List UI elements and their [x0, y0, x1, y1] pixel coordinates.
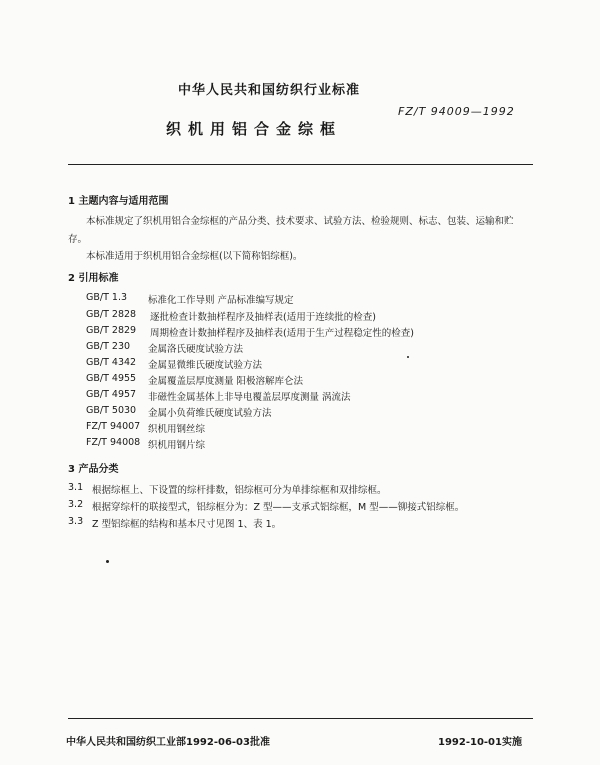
reference-code: GB/T 2828: [86, 309, 137, 320]
scan-speck: [106, 560, 109, 563]
reference-code: FZ/T 94008: [86, 437, 141, 448]
reference-code: GB/T 4957: [86, 389, 137, 400]
section-2-heading: 2 引用标准: [68, 273, 119, 284]
approval-date: 中华人民共和国纺织工业部1992-06-03批准: [66, 737, 270, 748]
reference-title: 周期检查计数抽样程序及抽样表(适用于生产过程稳定性的检查): [150, 328, 414, 339]
section-1-paragraph-1-line-2: 存。: [68, 234, 88, 245]
header-divider: [68, 164, 533, 165]
clause-number: 3.2: [68, 499, 84, 510]
section-1-paragraph-2: 本标准适用于织机用铝合金综框(以下简称铝综框)。: [86, 251, 303, 262]
reference-code: GB/T 230: [86, 341, 131, 352]
reference-title: 织机用钢丝综: [148, 424, 206, 435]
standard-title: 织机用铝合金综框: [166, 120, 343, 138]
reference-title: 织机用钢片综: [148, 440, 206, 451]
clause-number: 3.1: [68, 482, 84, 493]
reference-code: GB/T 2829: [86, 325, 137, 336]
issuing-organization: 中华人民共和国纺织行业标准: [178, 83, 361, 98]
reference-code: GB/T 5030: [86, 405, 137, 416]
section-3-heading: 3 产品分类: [68, 464, 119, 475]
reference-code: GB/T 1.3: [86, 292, 128, 303]
reference-code: FZ/T 94007: [86, 421, 141, 432]
clause-text: 根据穿综杆的联接型式，铝综框分为：Z 型——支承式铝综框，M 型——铆接式铝综框。: [92, 502, 465, 513]
clause-text: 根据综框上、下设置的综杆排数，铝综框可分为单排综框和双排综框。: [92, 485, 387, 496]
reference-title: 逐批检查计数抽样程序及抽样表(适用于连续批的检查): [150, 312, 376, 323]
clause-text: Z 型铝综框的结构和基本尺寸见图 1、表 1。: [92, 519, 282, 530]
effective-date: 1992-10-01实施: [438, 737, 522, 748]
section-1-paragraph-1-line-1: 本标准规定了织机用铝合金综框的产品分类、技术要求、试验方法、检验规则、标志、包装、运输和贮: [86, 216, 514, 227]
scan-speck: [407, 356, 409, 358]
reference-title: 金属显微维氏硬度试验方法: [148, 360, 263, 371]
reference-title: 金属覆盖层厚度测量 阳极溶解库仑法: [148, 376, 304, 387]
standard-code: FZ/T 94009—1992: [398, 105, 515, 118]
reference-title: 金属小负荷维氏硬度试验方法: [148, 408, 272, 419]
clause-number: 3.3: [68, 516, 84, 527]
reference-code: GB/T 4342: [86, 357, 137, 368]
reference-title: 非磁性金属基体上非导电覆盖层厚度测量 涡流法: [148, 392, 351, 403]
section-1-heading: 1 主题内容与适用范围: [68, 196, 169, 207]
reference-code: GB/T 4955: [86, 373, 137, 384]
footer-divider: [68, 718, 533, 719]
reference-title: 金属洛氏硬度试验方法: [148, 344, 244, 355]
reference-title: 标准化工作导则 产品标准编写规定: [148, 295, 294, 306]
